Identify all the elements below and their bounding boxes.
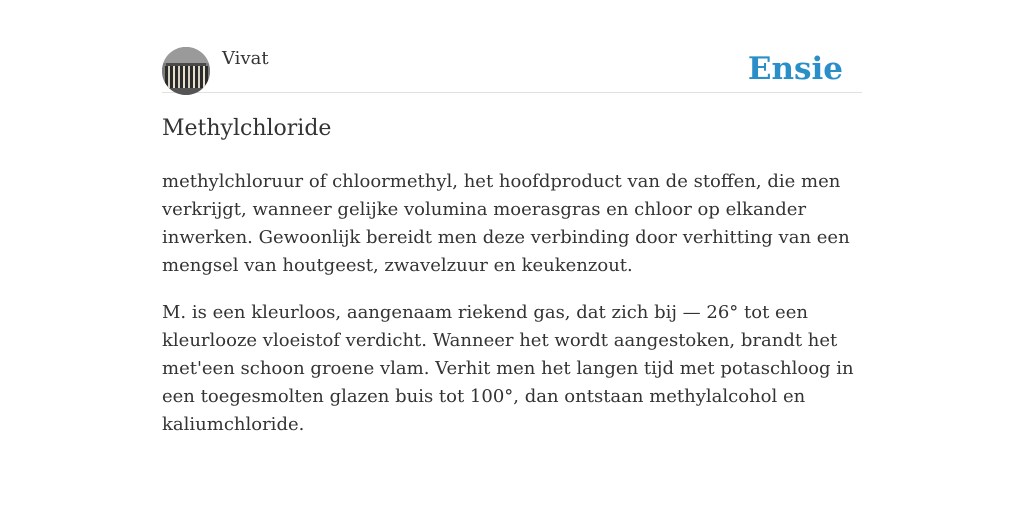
site-logo[interactable]: Ensie bbox=[747, 51, 843, 87]
avatar-image bbox=[162, 47, 210, 95]
article-header bbox=[162, 46, 862, 93]
paragraph: M. is een kleurloos, aangenaam riekend gas, dat zich bij — 26° tot een kleurlooze vloeistof verdicht. Wanneer het wordt aangestoken, brandt het met'een schoon groene vlam. Verhit men het langen tijd met potaschloog in een toegesmolten glazen buis tot 100°, dan ontstaan methylalcohol en kaliumchloride. bbox=[162, 302, 854, 435]
author-avatar[interactable] bbox=[162, 47, 210, 95]
paragraph: methylchloruur of chloormethyl, het hoofdproduct van de stoffen, die men verkrijgt, wanneer gelijke volumina moerasgras en chloor op elkander inwerken. Gewoonlijk bereidt men deze verbinding door verhitting van een mengsel van houtgeest, zwavelzuur en keukenzout. bbox=[162, 171, 850, 276]
article-body bbox=[162, 168, 862, 458]
author-name[interactable]: Vivat bbox=[222, 48, 269, 69]
article-title: Methylchloride bbox=[162, 116, 332, 141]
